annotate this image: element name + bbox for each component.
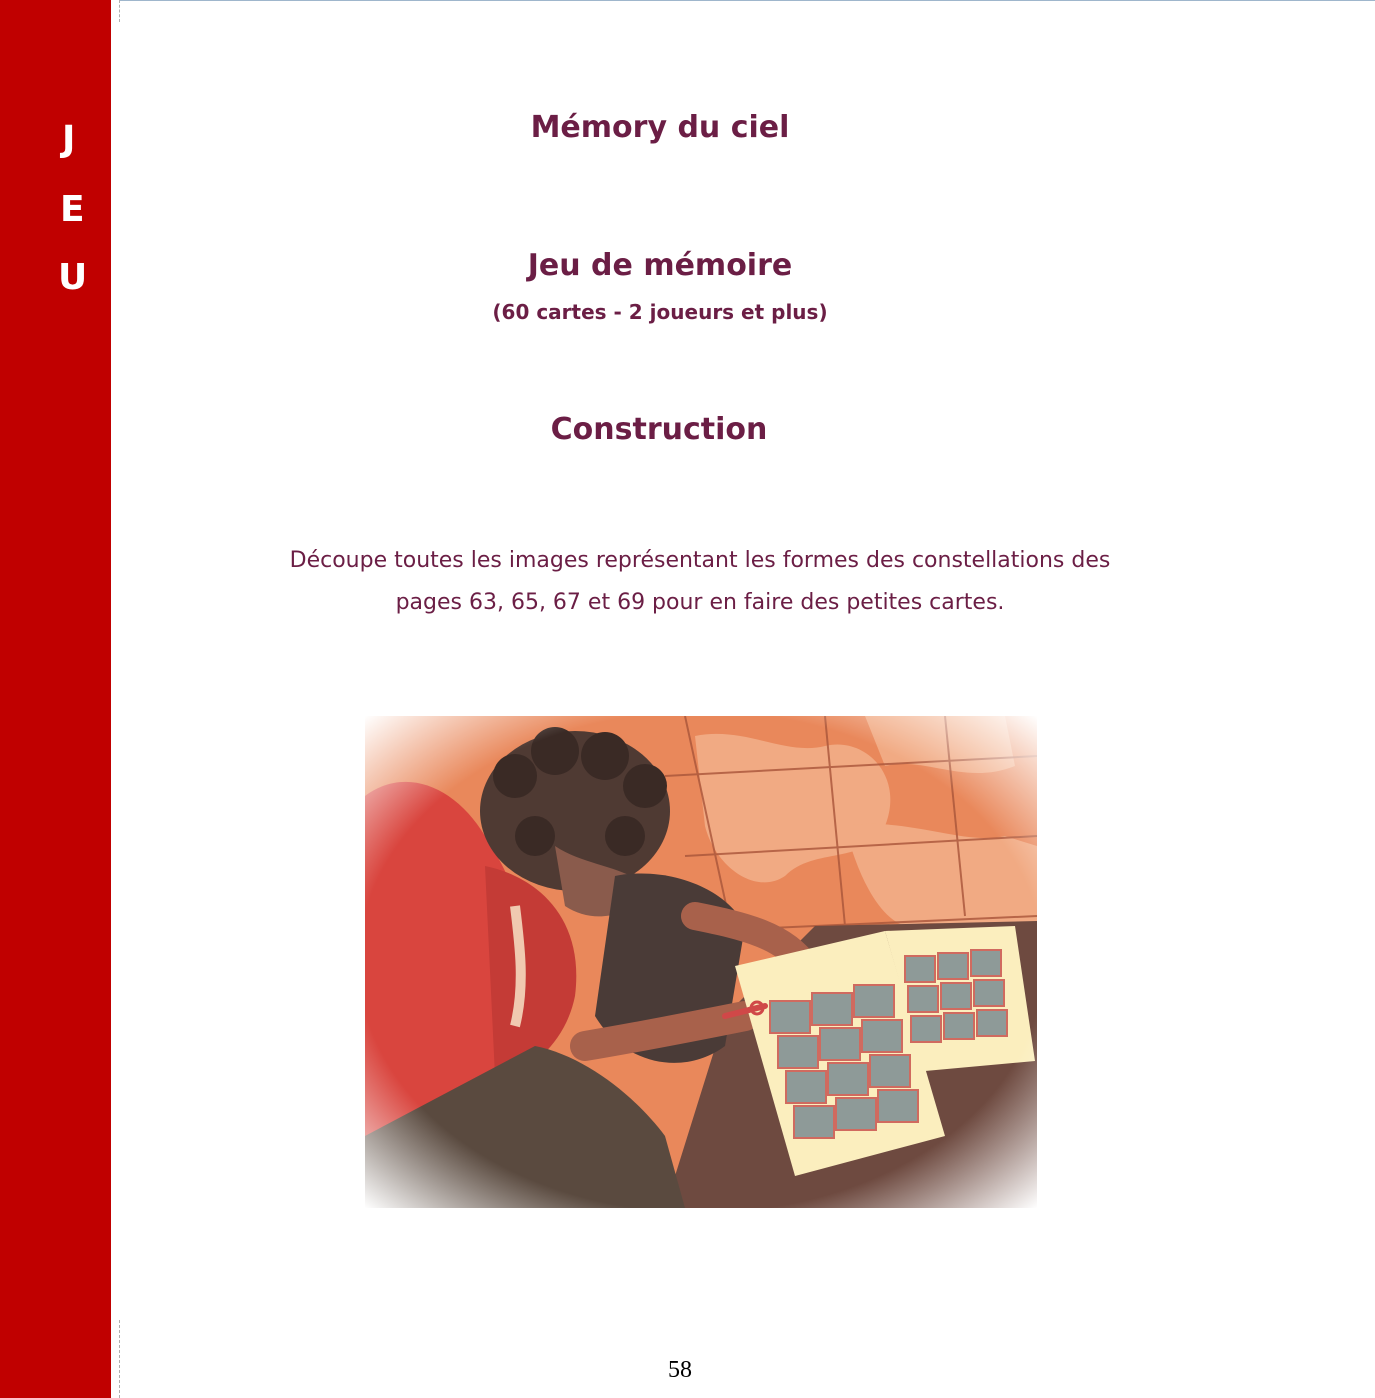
page-title: Mémory du ciel <box>530 110 790 145</box>
instructions-paragraph <box>250 540 1150 624</box>
game-details: (60 cartes - 2 joueurs et plus) <box>492 300 828 324</box>
game-type-heading: Jeu de mémoire <box>527 248 793 283</box>
top-rule <box>120 0 1375 1</box>
margin-mark-top <box>119 0 120 22</box>
section-heading: Construction <box>550 412 768 447</box>
page-number: 58 <box>668 1357 692 1383</box>
side-band <box>0 0 111 1398</box>
child-cutting-cards-photo <box>365 716 1037 1208</box>
side-letter-j: J <box>62 119 76 160</box>
side-letter-e: E <box>60 189 85 230</box>
side-letter-u: U <box>58 257 88 298</box>
instructions-line-1: Découpe toutes les images représentant les formes des constellations des <box>289 548 1111 573</box>
instructions-line-2: pages 63, 65, 67 et 69 pour en faire des petites cartes. <box>395 590 1005 615</box>
margin-mark-bottom <box>119 1320 120 1398</box>
